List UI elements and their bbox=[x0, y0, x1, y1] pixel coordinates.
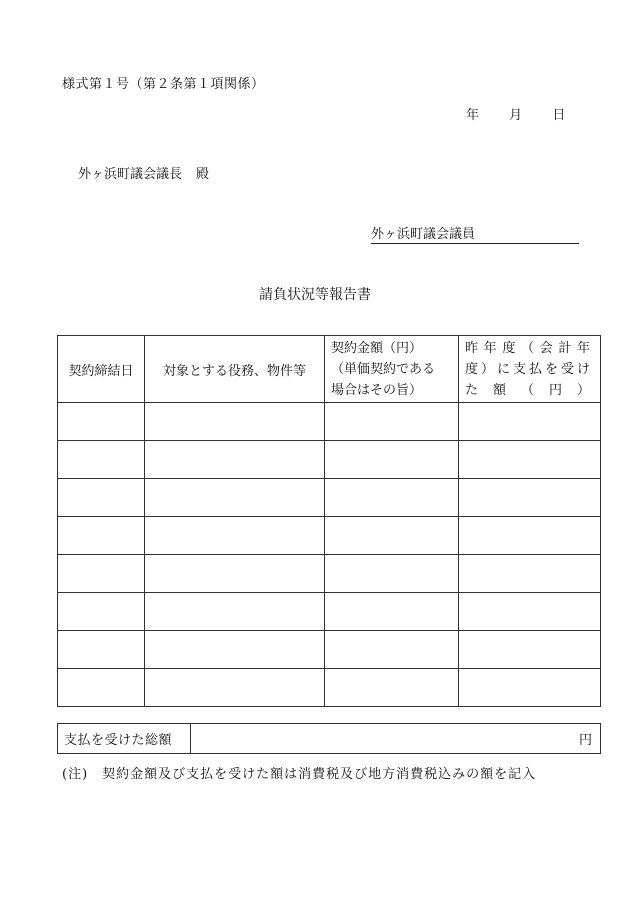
document-title: 請負状況等報告書 bbox=[259, 287, 371, 303]
member-signature-line bbox=[371, 223, 579, 244]
total-unit: 円 bbox=[578, 733, 592, 748]
cell-subject[interactable] bbox=[145, 593, 325, 631]
member-label: 外ヶ浜町議会議員 bbox=[371, 227, 476, 242]
cell-amount[interactable] bbox=[325, 669, 459, 707]
cell-paid-last-year[interactable] bbox=[459, 479, 601, 517]
cell-contract-date[interactable] bbox=[58, 403, 145, 441]
cell-contract-date[interactable] bbox=[58, 555, 145, 593]
cell-paid-last-year[interactable] bbox=[459, 593, 601, 631]
total-label: 支払を受けた総額 bbox=[58, 724, 191, 754]
cell-paid-last-year[interactable] bbox=[459, 403, 601, 441]
cell-subject[interactable] bbox=[145, 555, 325, 593]
table-row bbox=[58, 669, 601, 707]
footnote-prefix: (注) bbox=[62, 767, 89, 782]
report-header-row bbox=[58, 336, 601, 403]
cell-contract-date[interactable] bbox=[58, 593, 145, 631]
footnote bbox=[62, 763, 536, 782]
date-line bbox=[466, 104, 565, 123]
footnote-text: 契約金額及び支払を受けた額は消費税及び地方消費税込みの額を記入 bbox=[102, 767, 537, 782]
cell-subject[interactable] bbox=[145, 669, 325, 707]
table-row bbox=[58, 517, 601, 555]
table-row bbox=[58, 441, 601, 479]
cell-amount[interactable] bbox=[325, 631, 459, 669]
cell-subject[interactable] bbox=[145, 403, 325, 441]
cell-amount[interactable] bbox=[325, 555, 459, 593]
header-paid-line: 昨年度（会計年 bbox=[465, 340, 590, 356]
header-paid-line: た額（円） bbox=[465, 382, 590, 398]
cell-subject[interactable] bbox=[145, 631, 325, 669]
cell-contract-date[interactable] bbox=[58, 441, 145, 479]
header-paid-line: 度）に支払を受け bbox=[465, 361, 590, 377]
cell-paid-last-year[interactable] bbox=[459, 441, 601, 479]
cell-amount[interactable] bbox=[325, 441, 459, 479]
cell-amount[interactable] bbox=[325, 479, 459, 517]
date-day-label: 日 bbox=[552, 108, 566, 123]
total-amount-cell[interactable] bbox=[191, 724, 601, 754]
table-row bbox=[58, 403, 601, 441]
cell-paid-last-year[interactable] bbox=[459, 669, 601, 707]
table-row bbox=[58, 479, 601, 517]
cell-contract-date[interactable] bbox=[58, 479, 145, 517]
total-row bbox=[58, 724, 601, 754]
addressee-honorific: 殿 bbox=[196, 167, 210, 182]
header-amount-line: （単価契約である bbox=[331, 361, 436, 377]
cell-amount[interactable] bbox=[325, 593, 459, 631]
cell-paid-last-year[interactable] bbox=[459, 631, 601, 669]
cell-subject[interactable] bbox=[145, 517, 325, 555]
table-row bbox=[58, 555, 601, 593]
header-subject: 対象とする役務、物件等 bbox=[145, 336, 325, 403]
cell-paid-last-year[interactable] bbox=[459, 517, 601, 555]
header-amount-line: 場合はその旨） bbox=[331, 382, 423, 398]
table-row bbox=[58, 631, 601, 669]
addressee bbox=[78, 163, 209, 182]
addressee-name: 外ヶ浜町議会議長 bbox=[78, 167, 183, 182]
header-amount bbox=[325, 336, 459, 403]
header-paid-last-year bbox=[459, 336, 601, 403]
header-contract-date: 契約締結日 bbox=[58, 336, 145, 403]
table-row bbox=[58, 593, 601, 631]
cell-amount[interactable] bbox=[325, 403, 459, 441]
form-number: 様式第１号（第２条第１項関係） bbox=[62, 77, 265, 92]
total-table bbox=[57, 723, 601, 754]
date-month-label: 月 bbox=[509, 108, 523, 123]
date-year-label: 年 bbox=[466, 108, 480, 123]
cell-contract-date[interactable] bbox=[58, 517, 145, 555]
cell-contract-date[interactable] bbox=[58, 669, 145, 707]
header-amount-line: 契約金額（円） bbox=[331, 340, 423, 356]
cell-subject[interactable] bbox=[145, 479, 325, 517]
report-table bbox=[57, 335, 601, 707]
cell-contract-date[interactable] bbox=[58, 631, 145, 669]
cell-paid-last-year[interactable] bbox=[459, 555, 601, 593]
cell-subject[interactable] bbox=[145, 441, 325, 479]
cell-amount[interactable] bbox=[325, 517, 459, 555]
